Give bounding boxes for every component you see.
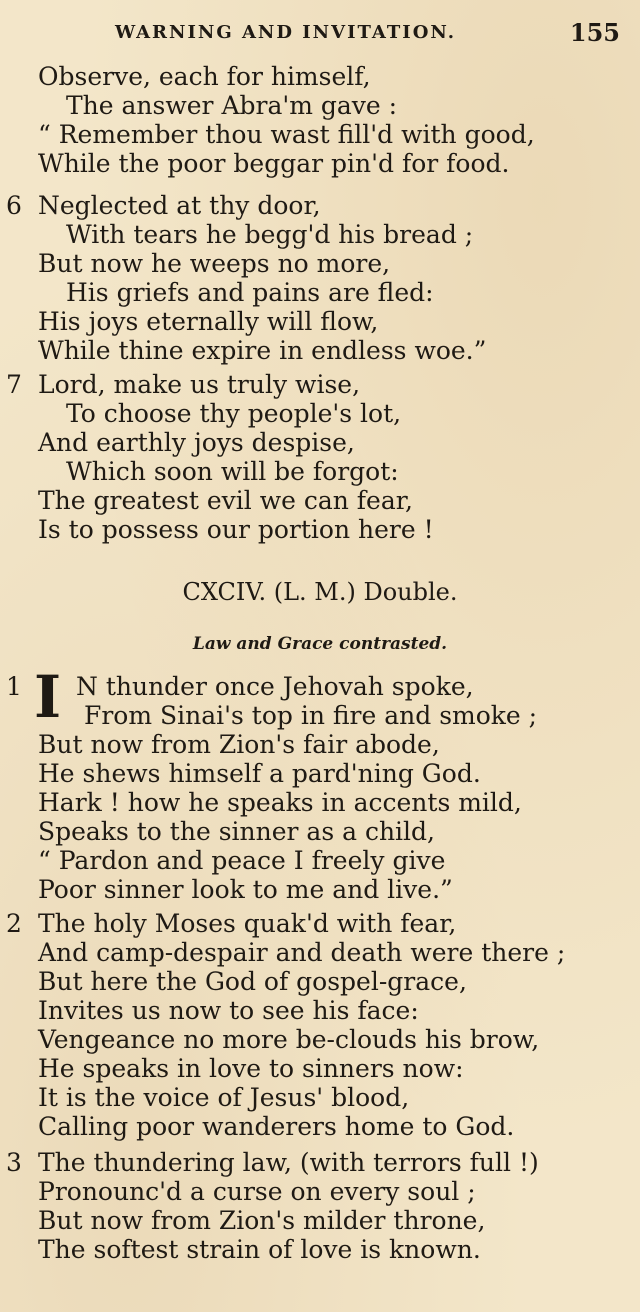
verse-line: His joys eternally will flow, <box>38 307 379 336</box>
verse-line: Pronounc'd a curse on every soul ; <box>38 1177 476 1206</box>
page-header <box>0 18 640 48</box>
verse-line: Calling poor wanderers home to God. <box>38 1112 515 1141</box>
verse-line: Speaks to the sinner as a child, <box>38 817 435 846</box>
drop-cap: I <box>34 663 62 731</box>
verse-line: Is to possess our portion here ! <box>38 515 434 544</box>
verse-line: Hark ! how he speaks in accents mild, <box>38 788 522 817</box>
verse-line: Vengeance no more be-clouds his brow, <box>38 1025 540 1054</box>
verse-number: 2 <box>6 909 22 938</box>
verse-line: “ Remember thou wast fill'd with good, <box>38 120 535 149</box>
verse-line: And earthly joys despise, <box>38 428 355 457</box>
verse-line: N thunder once Jehovah spoke, <box>76 672 474 701</box>
verse-line: The answer Abra'm gave : <box>66 91 398 120</box>
verse-line: But now from Zion's milder throne, <box>38 1206 486 1235</box>
verse-line: The greatest evil we can fear, <box>38 486 413 515</box>
verse-line: The thundering law, (with terrors full !) <box>38 1148 539 1177</box>
verse-line: But now from Zion's fair abode, <box>38 730 440 759</box>
verse-line: Observe, each for himself, <box>38 62 371 91</box>
verse-line: With tears he begg'd his bread ; <box>66 220 474 249</box>
verse-line: His griefs and pains are fled: <box>66 278 434 307</box>
verse-line: “ Pardon and peace I freely give <box>38 846 446 875</box>
verse-line: And camp-despair and death were there ; <box>38 938 566 967</box>
page-number: 155 <box>569 18 620 47</box>
hymn-subtitle: Law and Grace contrasted. <box>192 634 448 654</box>
verse-line: Lord, make us truly wise, <box>38 370 361 399</box>
verse-line: From Sinai's top in fire and smoke ; <box>84 701 538 730</box>
verse-line: But here the God of gospel-grace, <box>38 967 467 996</box>
verse-line: Which soon will be forgot: <box>66 457 399 486</box>
verse-line: Poor sinner look to me and live.” <box>38 875 453 904</box>
hymn-title: CXCIV. (L. M.) Double. <box>182 578 458 606</box>
verse-line: The holy Moses quak'd with fear, <box>38 909 457 938</box>
verse-number: 7 <box>6 370 22 399</box>
verse-line: The softest strain of love is known. <box>38 1235 481 1264</box>
verse-line: Neglected at thy door, <box>38 191 321 220</box>
running-title: WARNING AND INVITATION. <box>115 22 456 43</box>
verse-line: He speaks in love to sinners now: <box>38 1054 464 1083</box>
verse-number: 3 <box>6 1148 22 1177</box>
verse-line: While thine expire in endless woe.” <box>38 336 487 365</box>
verse-line: While the poor beggar pin'd for food. <box>38 149 510 178</box>
verse-line: Invites us now to see his face: <box>38 996 419 1025</box>
verse-line: But now he weeps no more, <box>38 249 391 278</box>
verse-line: He shews himself a pard'ning God. <box>38 759 481 788</box>
verse-number: 6 <box>6 191 22 220</box>
verse-line: To choose thy people's lot, <box>66 399 402 428</box>
verse-number: 1 <box>6 672 22 701</box>
verse-line: It is the voice of Jesus' blood, <box>38 1083 410 1112</box>
